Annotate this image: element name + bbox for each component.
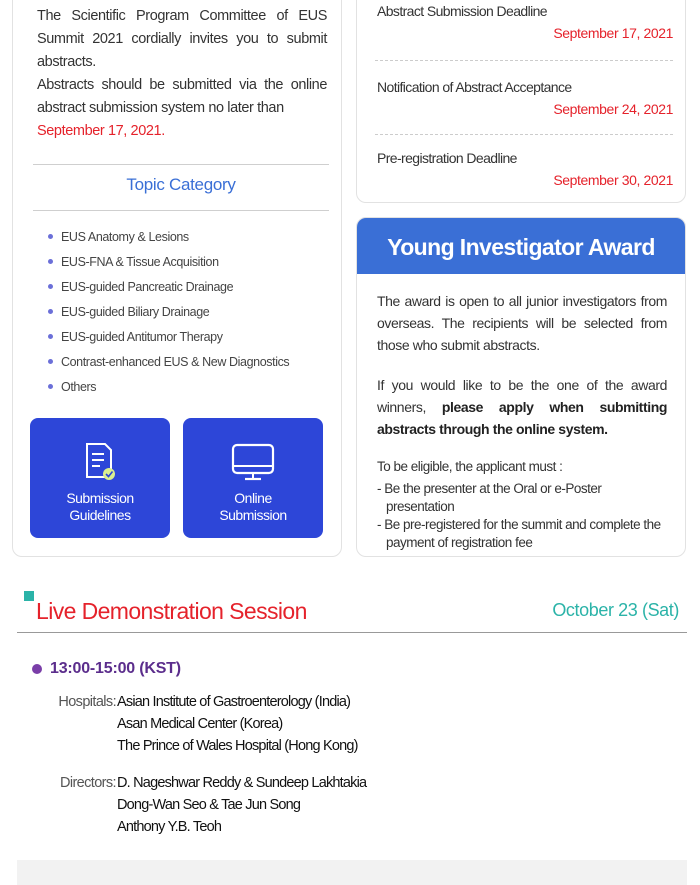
deadline-date: September 30, 2021: [553, 172, 673, 188]
topic-item: [47, 352, 289, 377]
topic-item: [47, 252, 289, 277]
deadline-date: September 24, 2021: [553, 101, 673, 117]
director-item: Anthony Y.B. Teoh: [117, 819, 222, 835]
topic-item-label: EUS-FNA & Tissue Acquisition: [61, 255, 219, 269]
deadline-label: Pre-registration Deadline: [377, 150, 517, 166]
directors-list: [117, 772, 366, 838]
next-section-bar: [17, 860, 687, 885]
young-investigator-award-card: [356, 217, 686, 557]
topic-list: [47, 227, 289, 402]
deadline-date: September 17, 2021: [553, 25, 673, 41]
online-submission-button[interactable]: [183, 418, 323, 538]
submission-guidelines-button[interactable]: [30, 418, 170, 538]
bullet-icon: [48, 259, 53, 264]
director-item: Dong-Wan Seo & Tae Jun Song: [117, 797, 301, 813]
submission-guidelines-label: [30, 490, 170, 524]
eligibility-heading: To be eligible, the applicant must :: [377, 459, 563, 474]
section-divider: [17, 632, 687, 633]
divider: [33, 164, 329, 165]
document-check-icon: [82, 442, 118, 487]
eligibility-list: [377, 480, 667, 552]
topic-item-label: Contrast-enhanced EUS & New Diagnostics: [61, 355, 290, 369]
tile-label-line: Submission: [219, 507, 287, 523]
deadline-item: [377, 150, 673, 188]
hospital-item: Asian Institute of Gastroenterology (India): [117, 694, 351, 710]
intro-paragraph-2: Abstracts should be submitted via the online abstract submission system no later than: [37, 77, 327, 116]
award-title: Young Investigator Award: [357, 218, 685, 274]
eligibility-item: - Be the presenter at the Oral or e-Poster presentation: [377, 481, 602, 514]
award-paragraph-2: [377, 374, 667, 440]
bullet-icon: [48, 309, 53, 314]
online-submission-label: [183, 490, 323, 524]
time-bullet-icon: [32, 664, 42, 674]
important-dates-card: [356, 0, 686, 203]
bullet-icon: [48, 234, 53, 239]
hospitals-label: Hospitals:: [58, 694, 116, 710]
award-body: [377, 290, 667, 552]
tile-label-line: Online: [234, 490, 272, 506]
live-demo-date: October 23 (Sat): [552, 600, 679, 620]
abstract-info-card: [12, 0, 342, 557]
hospital-item: The Prince of Wales Hospital (Hong Kong): [117, 738, 358, 754]
topic-item-label: Others: [61, 380, 97, 394]
topic-item: [47, 302, 289, 327]
intro-paragraph-1: The Scientific Program Committee of EUS Summit 2021 cordially invites you to submit abstracts.: [37, 8, 327, 70]
topic-item-label: EUS-guided Biliary Drainage: [61, 305, 210, 319]
intro-text: [37, 5, 327, 143]
topic-item: [47, 327, 289, 352]
tile-label-line: Submission: [66, 490, 134, 506]
topic-item: [47, 377, 289, 402]
award-paragraph-2-text: If you would like to be the one of the award winners,: [377, 377, 667, 415]
topic-category-title: Topic Category: [126, 175, 236, 194]
topic-item-label: EUS-guided Pancreatic Drainage: [61, 280, 234, 294]
award-paragraph-2-emphasis: please apply when submitting abstracts through the online system.: [377, 399, 667, 437]
deadline-label: Notification of Abstract Acceptance: [377, 79, 572, 95]
intro-deadline: September 17, 2021.: [37, 123, 165, 139]
deadline-item: [377, 3, 673, 41]
tile-label-line: Guidelines: [69, 507, 131, 523]
bullet-icon: [48, 359, 53, 364]
dashed-divider: [375, 60, 673, 61]
directors-label: Directors:: [59, 775, 116, 791]
hospitals-list: [117, 691, 358, 757]
bullet-icon: [48, 384, 53, 389]
monitor-icon: [231, 442, 275, 487]
live-demo-title: Live Demonstration Session: [36, 598, 307, 624]
topic-item-label: EUS-guided Antitumor Therapy: [61, 330, 223, 344]
section-marker-icon: [24, 591, 34, 601]
topic-item-label: EUS Anatomy & Lesions: [61, 230, 189, 244]
divider: [33, 210, 329, 211]
hospital-item: Asan Medical Center (Korea): [117, 716, 283, 732]
topic-item: [47, 227, 289, 252]
bullet-icon: [48, 334, 53, 339]
eligibility-item: - Be pre-registered for the summit and complete the payment of registration fee: [377, 517, 661, 550]
director-item: D. Nageshwar Reddy & Sundeep Lakhtakia: [117, 775, 367, 791]
topic-item: [47, 277, 289, 302]
bullet-icon: [48, 284, 53, 289]
session-time: 13:00-15:00 (KST): [50, 660, 181, 677]
deadline-item: [377, 79, 673, 117]
dashed-divider: [375, 134, 673, 135]
award-paragraph-1: The award is open to all junior investigators from overseas. The recipients will be selected from those who submit abstracts.: [377, 293, 667, 353]
deadline-label: Abstract Submission Deadline: [377, 3, 547, 19]
